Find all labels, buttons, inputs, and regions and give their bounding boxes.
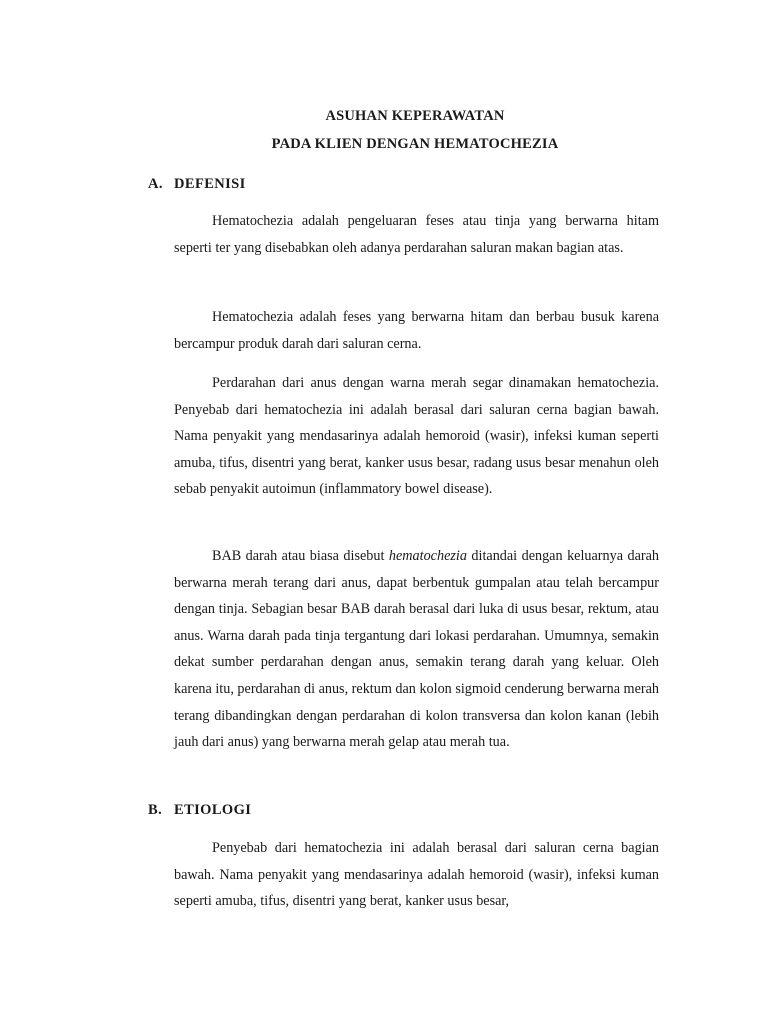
paragraph-4-italic-term: hematochezia (388, 548, 467, 564)
section-a-paragraph-4 (174, 543, 659, 756)
section-b-heading (148, 802, 251, 819)
document-title-line2: PADA KLIEN DENGAN HEMATOCHEZIA (271, 136, 559, 152)
section-a-paragraph-3: Perdarahan dari anus dengan warna merah segar dinamakan hematochezia. Penyebab dari hematochezia ini adalah berasal dari saluran cerna bagian bawah. Nama penyakit yang mendasarinya adalah hemoroid (wasir), infeksi kuman seperti amuba, tifus, disentri yang berat, kanker usus besar, radang usus besar menahun oleh sebab penyakit autoimun (inflammatory bowel disease). (174, 375, 659, 498)
section-b-number: B. (148, 802, 163, 818)
section-a-paragraph-2: Hematochezia adalah feses yang berwarna hitam dan berbau busuk karena bercampur produk darah dari saluran cerna. (174, 309, 659, 352)
section-b-title: ETIOLOGI (174, 802, 252, 818)
paragraph-4-text-end: ditandai dengan keluarnya darah berwarna merah terang dari anus, dapat berbentuk gumpalan atau telah bercampur dengan tinja. Sebagian besar BAB darah berasal dari luka di usus besar, rektum, atau anus. Warna darah pada tinja tergantung dari lokasi perdarahan. Umumnya, semakin dekat sumber perdarahan dengan anus, semakin terang darah yang keluar. Oleh karena itu, perdarahan di anus, rektum dan kolon sigmoid cenderung berwarna merah terang dibandingkan dengan perdarahan di kolon transversa dan kolon kanan (lebih jauh dari anus) yang berwarna merah gelap atau merah tua. (174, 548, 659, 751)
section-b-paragraph-1: Penyebab dari hematochezia ini adalah berasal dari saluran cerna bagian bawah. Nama penyakit yang mendasarinya adalah hemoroid (wasir), infeksi kuman seperti amuba, tifus, disentri yang berat, kanker usus besar, (174, 840, 659, 910)
section-a-paragraph-1: Hematochezia adalah pengeluaran feses atau tinja yang berwarna hitam seperti ter yang disebabkan oleh adanya perdarahan saluran makan bagian atas. (174, 213, 659, 256)
document-title-line1: ASUHAN KEPERAWATAN (325, 108, 505, 124)
section-a-title: DEFENISI (174, 176, 246, 192)
section-a-number: A. (148, 176, 163, 192)
section-a-heading (148, 176, 246, 193)
paragraph-4-text-start: BAB darah atau biasa disebut (212, 548, 389, 564)
